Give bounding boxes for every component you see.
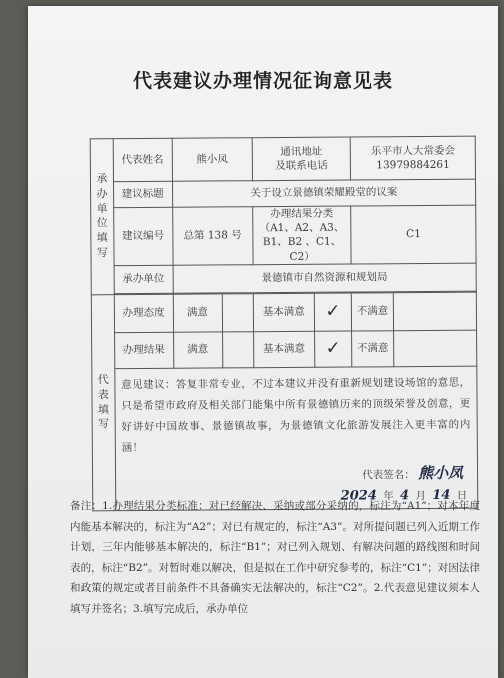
result-class-label: 办理结果分类（A1、A2、A3、B1、B2 、C1、C2） bbox=[253, 206, 352, 264]
document-page bbox=[28, 6, 498, 678]
signature-row bbox=[122, 462, 471, 485]
handwritten-signature: 熊小凤 bbox=[417, 463, 464, 482]
contact-value: 乐平市人大常委会 13979884261 bbox=[350, 136, 475, 180]
attitude-satisfied: 满意 bbox=[173, 294, 222, 332]
result-label: 办理结果 bbox=[114, 332, 173, 368]
handling-unit-value: 景德镇市自然资源和规划局 bbox=[173, 263, 477, 293]
result-satisfied-box bbox=[222, 331, 254, 367]
result-class-value: C1 bbox=[351, 205, 476, 264]
opinion-text: 意见建议：答复非常专业，不过本建议并没有重新规划建设场馆的意思，只是希望市政府及相关部门能集中所有景德镇历来的顶级荣誉及创意，更好讲好中国故事、景德镇故事，为景德镇文化旅游发展注入更丰富的内涵！ bbox=[121, 376, 471, 454]
result-basic-satisfied: 基本满意 bbox=[254, 331, 315, 367]
unit-section-label: 承 办 单 位 填 写 bbox=[90, 139, 114, 295]
rep-section-label: 代 表 填 写 bbox=[91, 294, 115, 511]
date-month: 4 bbox=[399, 488, 410, 504]
suggestion-title-label: 建议标题 bbox=[113, 181, 172, 207]
date-day: 14 bbox=[432, 487, 451, 503]
suggestion-number-label: 建议编号 bbox=[113, 207, 172, 265]
date-year: 2024 bbox=[340, 488, 377, 504]
attitude-label: 办理态度 bbox=[114, 294, 173, 332]
notes-paragraph: 备注：1.办理结果分类标准：对已经解决、采纳或部分采纳的，标注为“A1”；对本年度内能基本解决的，标注为“A2”；对已有规定的，标注“A3”。对所提问题已列入近期工作计划，三年内能够基本解决的，标注“B1”；对已列入规划、有解决问题的路线图和时间表的，标注“B2”。对暂时难以解决，但是拟在工作中研究参考的，标注“C1”；对因法律和政策的规定或者目前条件不具备确实无法解决的，标注“C2”。2.代表意见建议须本人填写并签名；3.填写完成后，承办单位 bbox=[70, 500, 480, 615]
handling-unit-label: 承办单位 bbox=[114, 265, 173, 293]
attitude-unsatisfied-box bbox=[393, 292, 476, 331]
date-month-unit: 月 bbox=[415, 489, 426, 503]
page-title: 代表建议办理情况征询意见表 bbox=[132, 70, 393, 92]
suggestion-number-value: 总第 138 号 bbox=[172, 207, 253, 265]
contact-label: 通讯地址 及联系电话 bbox=[252, 137, 351, 181]
result-check-mark: ✓ bbox=[314, 331, 352, 367]
suggestion-title-value: 关于设立景德镇荣耀殿堂的议案 bbox=[172, 179, 476, 207]
result-unsatisfied-box bbox=[393, 330, 476, 367]
attitude-check-mark: ✓ bbox=[314, 293, 352, 331]
attitude-basic-satisfied: 基本满意 bbox=[253, 293, 314, 331]
signature-label: 代表签名： bbox=[362, 468, 415, 482]
rep-name-label: 代表姓名 bbox=[113, 138, 172, 181]
result-satisfied: 满意 bbox=[173, 332, 222, 368]
opinion-form-table bbox=[90, 136, 479, 512]
attitude-satisfied-box bbox=[222, 293, 254, 331]
opinion-cell bbox=[115, 366, 478, 511]
date-year-unit: 年 bbox=[383, 490, 394, 503]
date-day-unit: 日 bbox=[456, 489, 468, 502]
attitude-unsatisfied: 不满意 bbox=[352, 292, 394, 330]
result-unsatisfied: 不满意 bbox=[352, 330, 394, 366]
rep-name-value: 熊小凤 bbox=[172, 138, 253, 182]
